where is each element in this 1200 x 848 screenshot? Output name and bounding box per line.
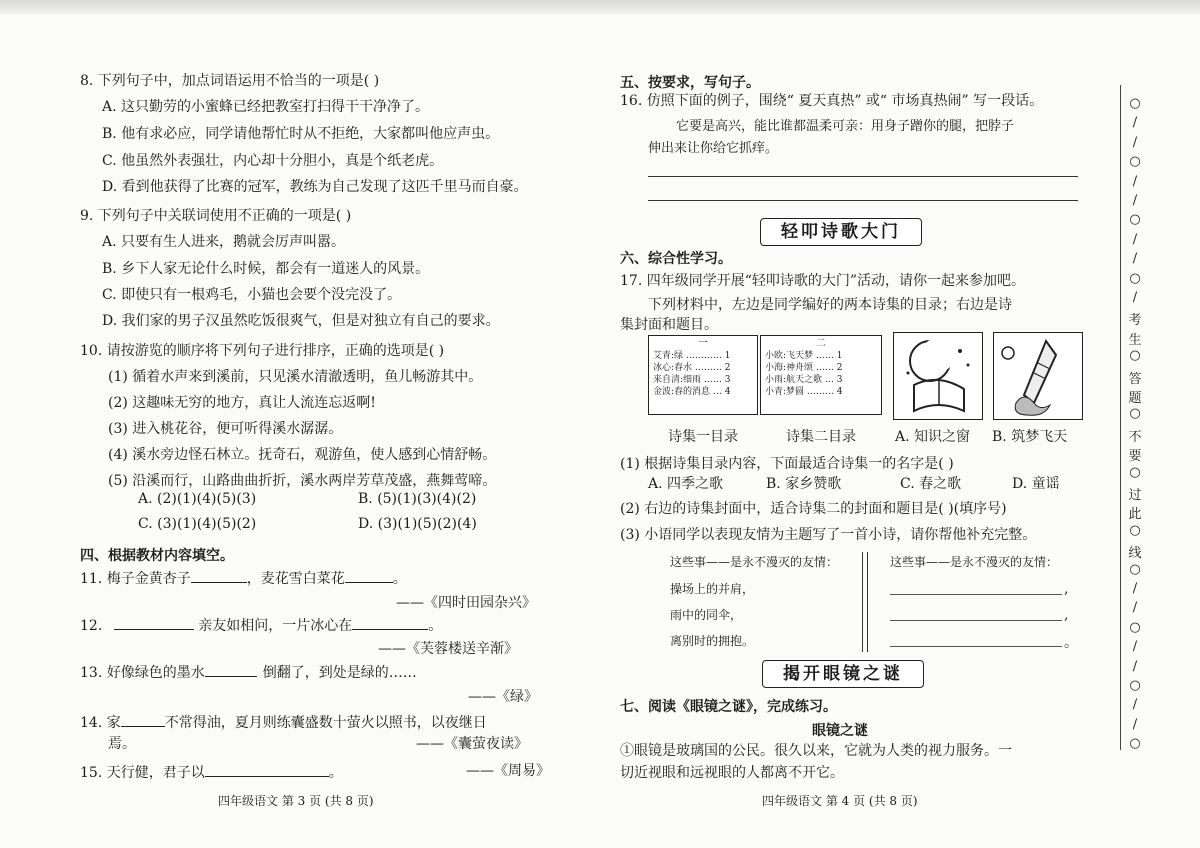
poem-mark: , (1064, 581, 1069, 597)
section-4-heading: 四、根据教材内容填空。 (80, 548, 234, 564)
cover-a-image[interactable] (893, 332, 983, 420)
q15-source: ——《周易》 (466, 763, 550, 779)
poem-left-line: 操场上的并肩， (670, 582, 755, 596)
seal-line-glyph: / (1132, 581, 1138, 596)
q11-blank-1[interactable] (191, 568, 247, 583)
seal-line-glyph: 生 (1128, 332, 1142, 348)
seal-line-glyph: ○ (1129, 406, 1141, 422)
seal-line-glyph: 答 (1128, 371, 1142, 387)
q10-choice-c: C. (3)(1)(4)(5)(2) (138, 516, 257, 532)
reading-line-2: 切近视眼和远视眼的人都离不开它。 (620, 765, 844, 781)
q9-option-d: D. 我们家的男子汉虽然吃饭很爽气，但是对独立有自己的要求。 (102, 313, 500, 329)
right-footer: 四年级语文 第 4 页 (共 8 页) (762, 794, 918, 808)
q11: 11. 梅子金黄杏子 ，麦花雪白菜花 。 (80, 568, 407, 588)
q13-source: ——《绿》 (468, 689, 538, 705)
toc1-row: 艾青:绿 ………… 1 (653, 351, 731, 361)
seal-line-glyph: / (1132, 658, 1138, 674)
section-5-heading: 五、按要求，写句子。 (620, 75, 760, 91)
poem-answer-line-2[interactable] (890, 620, 1062, 621)
seal-line-glyph: 不 (1128, 429, 1142, 445)
q12-blank-1[interactable] (114, 615, 194, 630)
seal-line-glyph: 此 (1128, 507, 1142, 523)
q10-choice-b: B. (5)(1)(3)(4)(2) (358, 491, 477, 507)
seal-line-glyph: 过 (1128, 488, 1142, 503)
q10-choice-a: A. (2)(1)(4)(5)(3) (138, 491, 257, 507)
seal-line-glyph: / (1132, 639, 1138, 655)
caption-toc-1: 诗集一目录 (668, 429, 738, 445)
left-footer: 四年级语文 第 3 页 (共 8 页) (218, 794, 374, 808)
q17-desc-2: 集封面和题目。 (620, 317, 718, 333)
q11-source: ——《四时田园杂兴》 (396, 595, 536, 611)
seal-line-glyph: 题 (1128, 391, 1142, 406)
toc1-row: 金波:春的消息 … 4 (653, 387, 731, 397)
seal-line-glyph: ○ (1129, 96, 1141, 111)
q9-option-a: A. 只要有生人进来，鹅就会厉声叫嚣。 (102, 234, 346, 250)
seal-line-glyph: 线 (1128, 546, 1142, 562)
q15: 15. 天行健，君子以 。 (80, 762, 343, 782)
q17-sub-3: (3) 小语同学以表现友情为主题写了一首小诗，请你帮他补充完整。 (620, 527, 1037, 543)
q14-source: ——《囊萤夜读》 (416, 736, 528, 752)
q14: 14. 家 不常得油，夏月则练囊盛数十萤火以照书，以夜继日 (80, 712, 487, 732)
q8-option-c: C. 他虽然外表强壮，内心却十分胆小，真是个纸老虎。 (102, 153, 444, 169)
q9-option-b: B. 乡下人家无论什么时候，都会有一道迷人的风景。 (102, 261, 430, 277)
q17-sub1-choice-d: D. 童谣 (1012, 476, 1060, 492)
toc2-row: 小欧:飞天梦 …… 1 (765, 351, 843, 361)
q17-sub1-choice-b: B. 家乡赞歌 (766, 476, 842, 492)
caption-toc-2: 诗集二目录 (786, 429, 856, 445)
seal-line-glyph: ○ (1129, 348, 1141, 364)
seal-line-glyph: 考 (1128, 313, 1142, 329)
seal-line-glyph: ○ (1129, 212, 1141, 228)
q12: 12. 亲友如相问，一片冰心在 。 (80, 615, 442, 635)
q10-choice-d: D. (3)(1)(5)(2)(4) (358, 516, 477, 532)
q12-blank-2[interactable] (352, 615, 428, 630)
q10-item: (3) 进入桃花谷，便可听得溪水潺潺。 (108, 421, 343, 437)
poem-left-line: 离别时的拥抱。 (670, 634, 755, 648)
q10-item: (4) 溪水旁边怪石林立。抚奇石，观游鱼，使人感到心情舒畅。 (108, 447, 497, 463)
q16-example-1: 它要是高兴，能比谁都温柔可亲：用身子蹭你的腿，把脖子 (676, 119, 1015, 134)
toc2-row: 小雨:航天之歌 … 3 (765, 375, 843, 385)
toc1-row: 冰心:春水 ……… 2 (653, 363, 731, 373)
q11-blank-2[interactable] (345, 568, 393, 583)
q16-answer-line-1[interactable] (648, 176, 1078, 177)
caption-cover-b: B. 筑梦飞天 (992, 429, 1068, 445)
q16-stem: 16. 仿照下面的例子，围绕“ 夏天真热” 或“ 市场真热闹” 写一段话。 (620, 93, 1044, 109)
q17-desc-1: 下列材料中，左边是同学编好的两本诗集的目录；右边是诗 (648, 297, 1012, 313)
q10-item: (1) 循着水声来到溪前，只见溪水清澈透明，鱼儿畅游其中。 (108, 369, 483, 385)
q9-stem: 9. 下列句子中关联词使用不正确的一项是( ) (80, 208, 352, 224)
reading-title: 眼镜之谜 (812, 723, 868, 739)
q9-option-c: C. 即使只有一根鸡毛，小猫也会要个没完没了。 (102, 287, 402, 303)
section-7-heading: 七、阅读《眼镜之谜》，完成练习。 (620, 699, 837, 715)
seal-line-glyph: / (1132, 697, 1138, 713)
toc-collection-1: 一 艾青:绿 ………… 1 冰心:春水 ……… 2 来自清:细雨 …… 3 金波:春的消息 … 4 (648, 335, 758, 415)
q17-sub1-choice-a: A. 四季之歌 (648, 476, 724, 492)
q15-blank[interactable] (205, 762, 329, 777)
q16-example-2: 伸出来让你给它抓痒。 (648, 141, 779, 156)
section-banner-poetry: 轻叩诗歌大门 (760, 218, 922, 246)
seal-line-glyph: ○ (1129, 678, 1141, 693)
moon-book-illustration (894, 333, 982, 419)
seal-line-glyph: ○ (1129, 736, 1141, 752)
q13: 13. 好像绿色的墨水 倒翻了，到处是绿的…… (80, 662, 417, 682)
q8-stem: 8. 下列句子中，加点词语运用不恰当的一项是( ) (80, 73, 380, 89)
q16-answer-line-2[interactable] (648, 200, 1078, 201)
seal-line-glyph: / (1132, 193, 1138, 208)
q17-stem: 17. 四年级同学开展“轻叩诗歌的大门”活动，请你一起来参加吧。 (620, 273, 1026, 289)
seal-line-glyph: / (1132, 290, 1138, 305)
paper-top-edge (0, 0, 1200, 14)
q8-option-d: D. 看到他获得了比赛的冠军，教练为自己发现了这匹千里马而自豪。 (102, 179, 528, 195)
poem-mark: , (1064, 607, 1069, 623)
caption-cover-a: A. 知识之窗 (895, 429, 971, 445)
seal-line-glyph: ○ (1129, 619, 1141, 635)
toc1-row: 来自清:细雨 …… 3 (653, 375, 731, 385)
poem-mark: 。 (1064, 635, 1078, 651)
seal-line-glyph: ○ (1129, 464, 1141, 480)
poem-right-head: 这些事——是永不漫灭的友情： (890, 555, 1059, 569)
section-banner-glasses: 揭开眼镜之谜 (762, 660, 924, 688)
seal-line-glyph: ○ (1129, 154, 1141, 170)
poem-answer-line-3[interactable] (890, 646, 1062, 647)
seal-line-glyph: ○ (1129, 522, 1141, 538)
seal-line-glyph: ○ (1129, 561, 1141, 577)
seal-line-glyph: / (1132, 115, 1138, 131)
q17-sub-2: (2) 右边的诗集封面中，适合诗集二的封面和题目是( )(填序号) (620, 501, 1007, 517)
q17-sub1-choice-c: C. 春之歌 (900, 476, 962, 492)
seal-line-glyph: / (1132, 600, 1138, 616)
poem-answer-line-1[interactable] (890, 594, 1062, 595)
q10-item: (2) 这趣味无穷的地方，真让人流连忘返啊! (108, 395, 376, 411)
seal-line-glyph: / (1132, 251, 1138, 267)
q10-item: (5) 沿溪而行，山路曲曲折折，溪水两岸芳草茂盛，燕舞莺啼。 (108, 473, 497, 489)
seal-line-glyph: ○ (1129, 270, 1141, 286)
poem-left-line: 这些事——是永不漫灭的友情： (670, 555, 839, 569)
toc-collection-2: 二 小欧:飞天梦 …… 1 小海:神舟颂 …… 2 小雨:航天之歌 … 3 小青:梦圆 ……… 4 (760, 335, 882, 415)
poem-divider (862, 552, 868, 652)
q12-source: ——《芙蓉楼送辛渐》 (378, 641, 518, 657)
q14-blank[interactable] (121, 712, 165, 727)
seal-line-glyph: 要 (1128, 449, 1142, 465)
seal-line-glyph: / (1132, 231, 1138, 247)
q8-option-a: A. 这只勤劳的小蜜蜂已经把教室打扫得干干净净了。 (102, 99, 430, 115)
q8-option-b: B. 他有求必应，同学请他帮忙时从不拒绝，大家都叫他应声虫。 (102, 126, 500, 142)
rocket-illustration (994, 333, 1082, 419)
q13-blank[interactable] (205, 662, 257, 677)
seal-line-glyph: / (1132, 173, 1138, 189)
q10-stem: 10. 请按游览的顺序将下列句子进行排序，正确的选项是( ) (80, 343, 445, 359)
q17-sub-1: (1) 根据诗集目录内容，下面最适合诗集一的名字是( ) (620, 456, 954, 472)
cover-b-image[interactable] (993, 332, 1083, 420)
seal-line-glyph: / (1132, 134, 1138, 150)
poem-left-line: 雨中的同伞， (670, 608, 743, 622)
reading-line-1: ①眼镜是玻璃国的公民。很久以来，它就为人类的视力服务。一 (620, 743, 1012, 759)
toc2-row: 小青:梦圆 ……… 4 (765, 387, 843, 397)
seal-line-glyph: / (1132, 716, 1138, 732)
toc2-row: 小海:神舟颂 …… 2 (765, 363, 843, 373)
q14-cont: 焉。 (108, 736, 136, 752)
section-6-heading: 六、综合性学习。 (620, 251, 732, 267)
